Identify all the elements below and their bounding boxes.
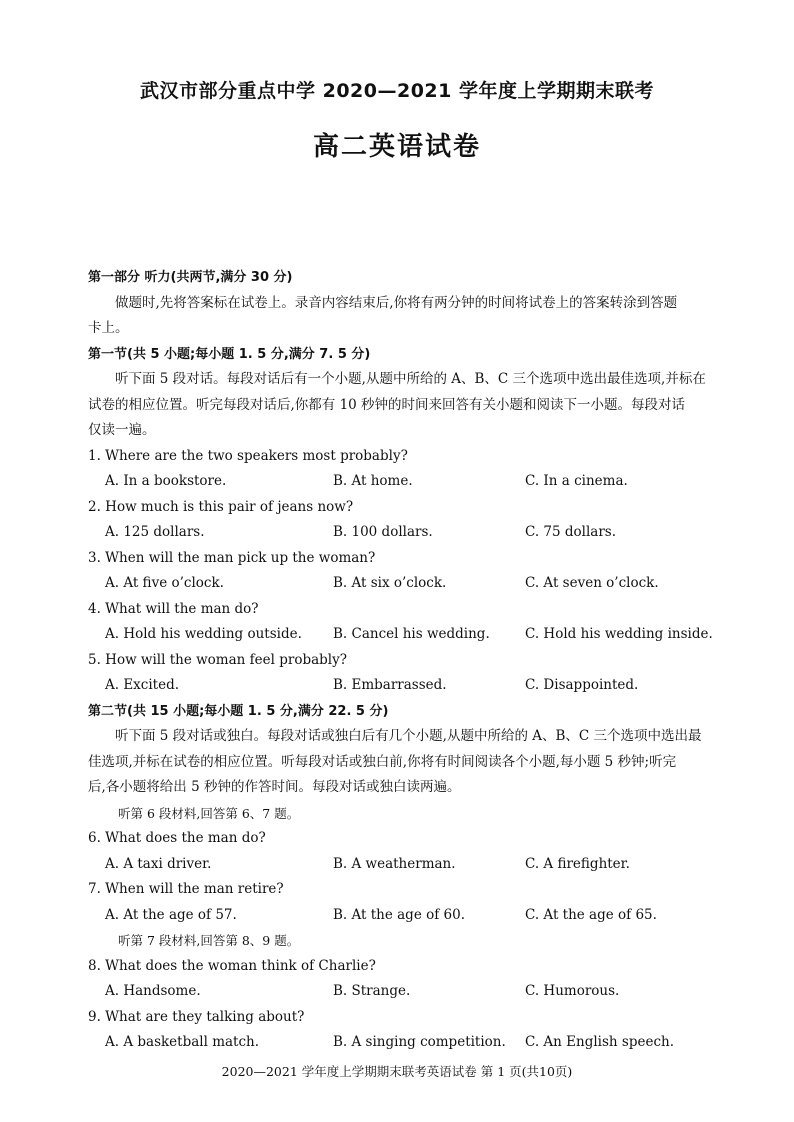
option-b: B. A singing competition.	[333, 1034, 506, 1050]
option-c: C. An English speech.	[525, 1034, 675, 1050]
option-a: A. Hold his wedding outside.	[105, 626, 302, 642]
question-9: 9. What are they talking about?	[88, 1008, 305, 1025]
option-b: B. Cancel his wedding.	[333, 626, 490, 642]
option-c: C. 75 dollars.	[525, 524, 617, 540]
material-6-note: 听第 6 段材料,回答第 6、7 题。	[118, 805, 300, 821]
exam-content	[88, 265, 713, 1056]
section1-instructions-line2: 试卷的相应位置。听完每段对话后,你都有 10 秒钟的时间来回答有关小题和阅读下一小题。每段对话	[88, 396, 686, 413]
part1-heading: 第一部分 听力(共两节,满分 30 分)	[88, 270, 293, 285]
question-7: 7. When will the man retire?	[88, 881, 284, 897]
option-a: A. A basketball match.	[105, 1034, 260, 1050]
option-b: B. 100 dollars.	[333, 524, 433, 540]
part1-instructions-line2: 卡上。	[88, 320, 129, 336]
section1-heading: 第一节(共 5 小题;每小题 1. 5 分,满分 7. 5 分)	[88, 346, 371, 362]
option-c: C. A firefighter.	[525, 855, 630, 872]
exam-header-title: 武汉市部分重点中学 2020—2021 学年度上学期期末联考	[140, 80, 654, 102]
question-1: 1. Where are the two speakers most probably?	[88, 447, 408, 464]
option-b: B. At the age of 60.	[333, 906, 465, 923]
option-b: B. At home.	[333, 473, 413, 489]
option-b: B. Embarrassed.	[333, 677, 447, 693]
question-2: 2. How much is this pair of jeans now?	[88, 498, 354, 515]
question-7-options	[88, 903, 713, 929]
option-a: A. At five o’clock.	[105, 575, 224, 591]
question-6: 6. What does the man do?	[88, 830, 266, 846]
option-c: C. At seven o’clock.	[525, 575, 659, 591]
section2-instructions-line3: 后,各小题将给出 5 秒钟的作答时间。每段对话或独白读两遍。	[88, 779, 461, 795]
option-a: A. 125 dollars.	[105, 524, 205, 540]
question-6-options	[88, 852, 713, 878]
option-b: B. A weatherman.	[333, 855, 456, 872]
question-5: 5. How will the woman feel probably?	[88, 651, 347, 668]
question-4-options	[88, 622, 713, 648]
option-a: A. Excited.	[105, 677, 180, 693]
option-c: C. Humorous.	[525, 983, 620, 999]
section2-instructions-line2: 佳选项,并标在试卷的相应位置。听每段对话或独白前,你将有时间阅读各个小题,每小题 5 秒钟;听完	[88, 753, 677, 770]
option-a: A. Handsome.	[105, 983, 201, 999]
question-8-options	[88, 979, 713, 1005]
exam-subject-title: 高二英语试卷	[312, 132, 481, 162]
section1-instructions-line1: 听下面 5 段对话。每段对话后有一个小题,从题中所给的 A、B、C 三个选项中选出最佳选项,并标在	[115, 371, 706, 387]
part1-instructions-line1: 做题时,先将答案标在试卷上。录音内容结束后,你将有两分钟的时间将试卷上的答案转涂到答题	[115, 294, 678, 311]
question-3: 3. When will the man pick up the woman?	[88, 549, 376, 566]
question-9-options	[88, 1030, 713, 1056]
section2-instructions-line1: 听下面 5 段对话或独白。每段对话或独白后有几个小题,从题中所给的 A、B、C 三个选项中选出最	[115, 728, 702, 744]
question-2-options	[88, 520, 713, 546]
option-b: B. At six o’clock.	[333, 575, 447, 591]
option-c: C. Disappointed.	[525, 677, 639, 693]
material-7-note: 听第 7 段材料,回答第 8、9 题。	[118, 933, 300, 948]
section1-instructions-line3: 仅读一遍。	[88, 422, 156, 438]
option-c: C. Hold his wedding inside.	[525, 626, 713, 642]
option-a: A. In a bookstore.	[105, 473, 227, 489]
section2-heading: 第二节(共 15 小题;每小题 1. 5 分,满分 22. 5 分)	[88, 703, 389, 719]
question-4: 4. What will the man do?	[88, 600, 259, 617]
question-1-options	[88, 469, 713, 495]
question-8: 8. What does the woman think of Charlie?	[88, 957, 376, 974]
page-footer: 2020—2021 学年度上学期期末联考英语试卷 第 1 页(共10页)	[221, 1064, 573, 1079]
question-5-options	[88, 673, 713, 699]
option-c: C. In a cinema.	[525, 473, 628, 489]
option-a: A. At the age of 57.	[105, 906, 237, 923]
option-c: C. At the age of 65.	[525, 906, 657, 923]
option-a: A. A taxi driver.	[105, 855, 212, 872]
option-b: B. Strange.	[333, 983, 411, 999]
question-3-options	[88, 571, 713, 597]
